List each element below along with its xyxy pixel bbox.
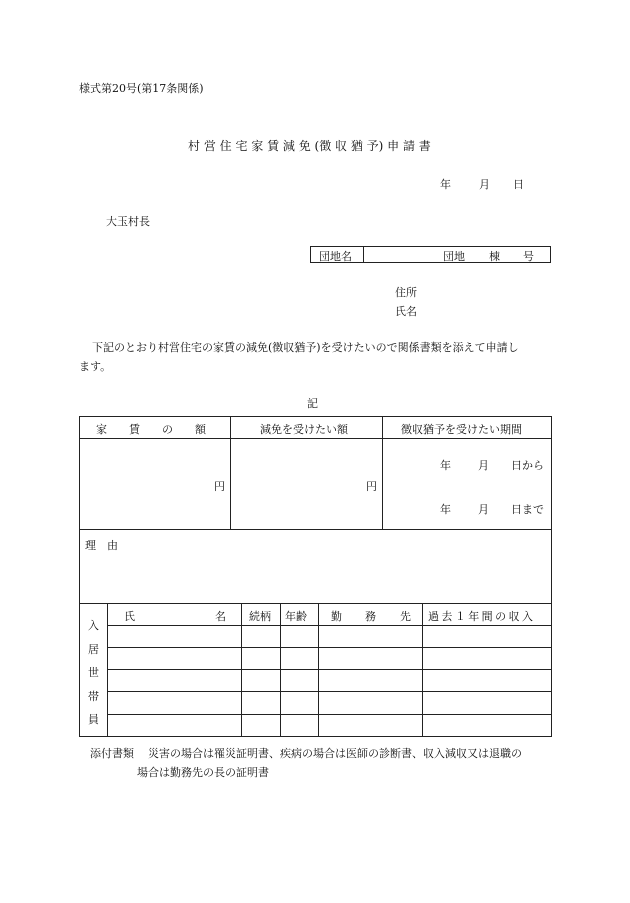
applicant-name-label: 氏名	[395, 305, 417, 318]
attachments-line2: 場合は勤務先の長の証明書	[137, 766, 269, 779]
divider	[107, 603, 108, 737]
household-label-1: 入	[88, 619, 99, 632]
divider	[382, 416, 383, 529]
member-header-workplace-1: 勤	[331, 610, 342, 623]
member-header-age: 年齢	[285, 610, 307, 623]
header-rent-amount: 家 賃 の 額	[96, 423, 206, 436]
divider	[107, 647, 552, 648]
divider	[230, 416, 231, 529]
divider	[107, 691, 552, 692]
applicant-address-label: 住所	[395, 286, 417, 299]
household-label-3: 世	[88, 666, 99, 679]
member-header-workplace-3: 先	[400, 610, 411, 623]
reduction-yen: 円	[366, 480, 377, 493]
body-text-line2: ます。	[79, 360, 112, 373]
rent-yen: 円	[214, 480, 225, 493]
divider	[241, 603, 242, 737]
page-title: 村 営 住 宅 家 賃 減 免 (徴 収 猶 予) 申 請 書	[188, 139, 431, 153]
header-reduction-amount: 減免を受けたい額	[260, 423, 348, 436]
divider	[107, 625, 552, 626]
to-year: 年	[440, 503, 451, 516]
from-month: 月	[478, 459, 489, 472]
divider	[79, 438, 552, 439]
member-header-income: 過去１年間の収入	[428, 610, 536, 623]
to-day: 日まで	[511, 503, 544, 516]
to-month: 月	[478, 503, 489, 516]
member-header-workplace-2: 務	[365, 610, 376, 623]
divider	[79, 603, 552, 604]
addressee: 大玉村長	[106, 215, 150, 228]
member-header-name-2: 名	[215, 610, 226, 623]
form-number: 様式第20号(第17条関係)	[79, 82, 204, 95]
complex-tou: 棟	[489, 250, 500, 263]
complex-gou: 号	[523, 250, 534, 263]
household-label-5: 員	[88, 713, 99, 726]
member-header-name-1: 氏	[124, 610, 135, 623]
divider	[107, 669, 552, 670]
attachments-line1: 災害の場合は罹災証明書、疾病の場合は医師の診断書、収入減収又は退職の	[148, 747, 522, 760]
divider	[363, 246, 364, 263]
complex-danchi: 団地	[443, 250, 465, 263]
household-label-2: 居	[88, 643, 99, 656]
complex-label: 団地名	[319, 250, 352, 263]
reason-label: 理 由	[85, 539, 118, 552]
body-text-line1: 下記のとおり村営住宅の家賃の減免(徴収猶予)を受けたいので関係書類を添えて申請し	[92, 341, 519, 354]
member-header-relation: 続柄	[249, 610, 271, 623]
date-year: 年	[440, 178, 451, 191]
divider	[280, 603, 281, 737]
ki-label: 記	[307, 397, 318, 410]
divider	[422, 603, 423, 737]
date-day: 日	[513, 178, 524, 191]
from-day: 日から	[511, 459, 544, 472]
from-year: 年	[440, 459, 451, 472]
date-month: 月	[479, 178, 490, 191]
divider	[107, 714, 552, 715]
household-label-4: 帯	[88, 690, 99, 703]
attachments-label: 添付書類	[90, 747, 134, 760]
header-deferral-period: 徴収猶予を受けたい期間	[401, 423, 522, 436]
divider	[318, 603, 319, 737]
divider	[79, 529, 552, 530]
